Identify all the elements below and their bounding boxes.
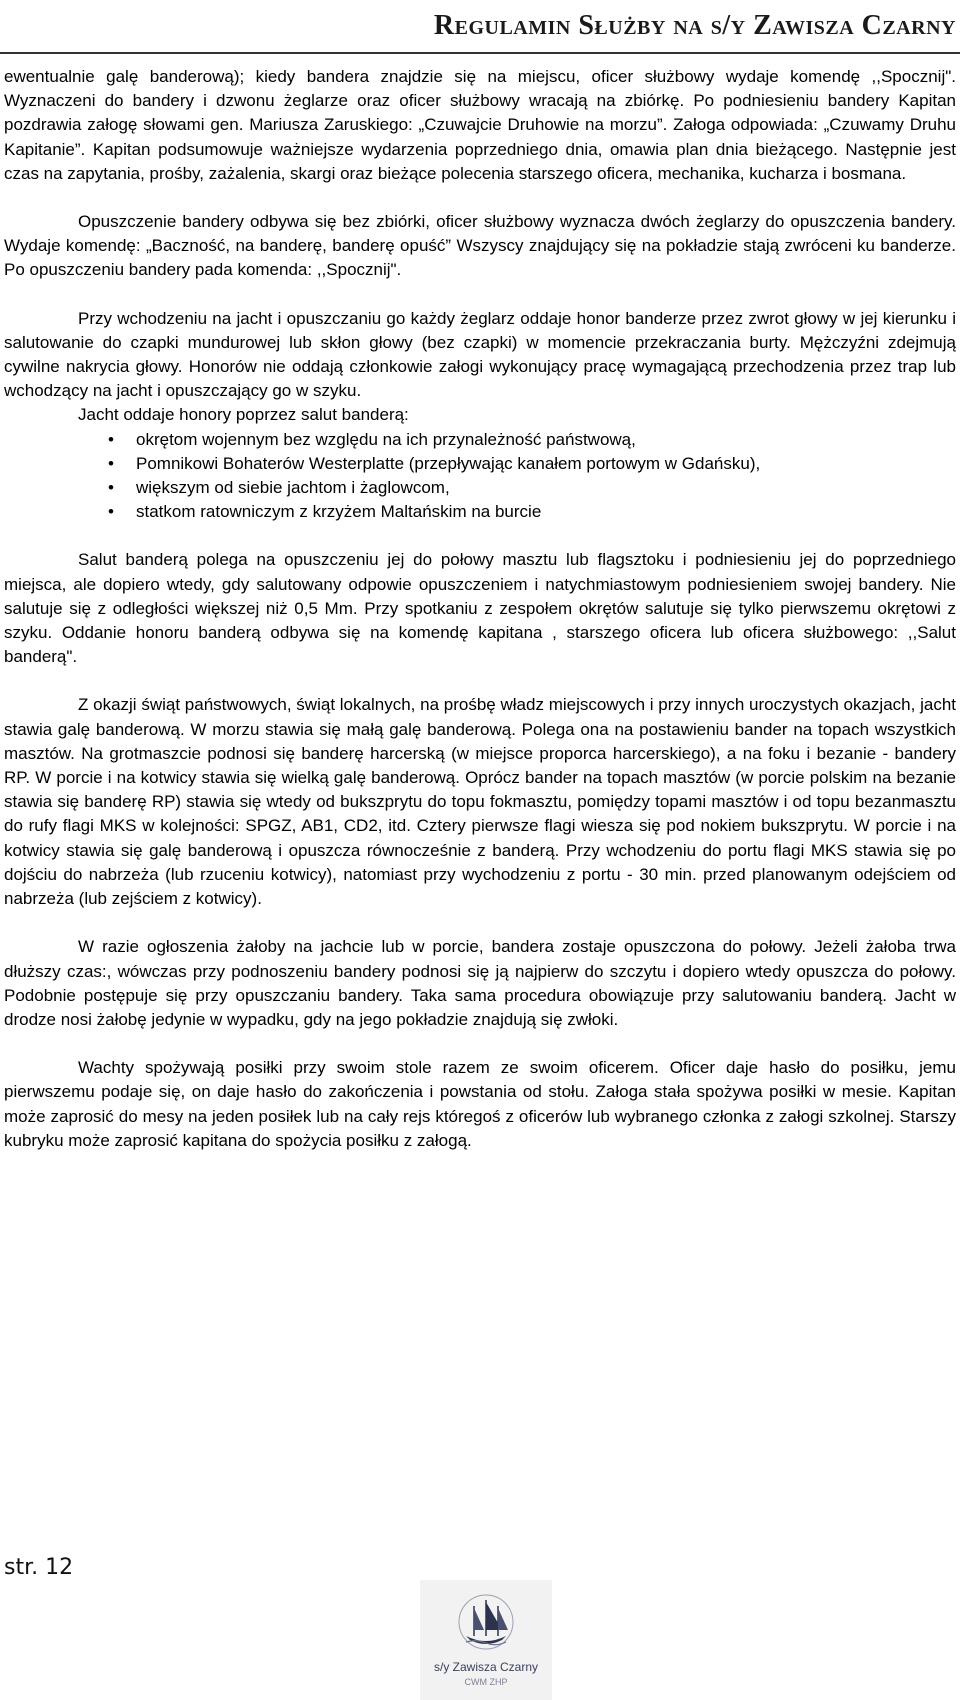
salute-list (4, 428, 956, 525)
footer-logo (420, 1580, 552, 1700)
logo-name: s/y Zawisza Czarny (433, 1660, 539, 1674)
page-number: str. 12 (4, 1555, 74, 1580)
page-body (4, 65, 956, 1153)
list-item: • większym od siebie jachtom i żaglowcom, (136, 476, 956, 500)
paragraph-mourning: W razie ogłoszenia żałoby na jachcie lub w porcie, bandera zostaje opuszczona do połowy. Jeżeli żałoba trwa dłuższy czas:, wówczas przy podnoszeniu bandery podnosi się ją najpierw do szczytu i dopiero wtedy opuszcza do połowy. Podobnie postępuje się przy opuszczaniu bandery. Taka sama procedura obowiązuje przy salutowaniu banderą. Jacht w drodze nosi żałobę jedynie w wypadku, gdy na jego pokładzie znajdują się zwłoki. (4, 937, 956, 1029)
list-item: • statkom ratowniczym z krzyżem Maltańskim na burcie (136, 500, 956, 524)
list-item: • okrętom wojennym bez względu na ich przynależność państwową, (136, 428, 956, 452)
paragraph-flag-lowering: Opuszczenie bandery odbywa się bez zbiórki, oficer służbowy wyznacza dwóch żeglarzy do opuszczenia bandery. Wydaje komendę: „Baczność, na banderę, banderę opuść” Wszyscy znajdujący się na pokładzie stają zwróceni ku banderze. Po opuszczeniu bandery pada komenda: ,,Spocznij". (4, 212, 956, 280)
paragraph-flag-salute: Salut banderą polega na opuszczeniu jej do połowy masztu lub flagsztoku i podniesieniu jej do poprzedniego miejsca, ale dopiero wtedy, gdy salutowany odpowie opuszczeniem i natychmiastowym podniesieniem swojej bandery. Nie salutuje się z odległości większej niż 0,5 Mm. Przy spotkaniu z zespołem okrętów salutuje się tylko pierwszemu okrętowi z szyku. Oddanie honoru banderą odbywa się na komendę kapitana , starszego oficera lub oficera służbowego: ,,Salut banderą". (4, 550, 956, 667)
paragraph-morning-flag: ewentualnie galę banderową); kiedy bandera znajdzie się na miejscu, oficer służbowy wydaje komendę ,,Spocznij". Wyznaczeni do bandery i dzwonu żeglarze oraz oficer służbowy wracają na zbiórkę. Po podniesieniu bandery Kapitan pozdrawia załogę słowami gen. Mariusza Zaruskiego: „Czuwajcie Druhowie na morzu”. Załoga odpowiada: „Czuwamy Druhu Kapitanie”. Kapitan podsumowuje ważniejsze wydarzenia poprzedniego dnia, omawia plan dnia bieżącego. Następnie jest czas na zapytania, prośby, zażalenia, skargi oraz bieżące polecenia starszego oficera, mechanika, kucharza i bosmana. (4, 67, 956, 183)
logo-subtitle: CWM ZHP (464, 1677, 508, 1687)
paragraph-dress-flags: Z okazji świąt państwowych, świąt lokalnych, na prośbę władz miejscowych i przy innych uroczystych okazjach, jacht stawia galę banderową. W morzu stawia się małą galę banderową. Polega ona na postawieniu bander na topach wszystkich masztów. Na grotmaszcie podnosi się banderę harcerską (w miejsce proporca harcerskiego), a na foku i bezanie - bandery RP. W porcie i na kotwicy stawia się wielką galę banderową. Oprócz bander na topach masztów (w porcie polskim na bezanie stawia się banderę RP) stawia się wtedy od bukszprytu do topu fokmasztu, pomiędzy topami masztów i od topu bezanmasztu do rufy flagi MKS w kolejności: SPGZ, AB1, CD2, itd. Cztery pierwsze flagi wiesza się pod nokiem bukszprytu. W porcie i na kotwicy stawia się galę banderową i opuszcza równocześnie z banderą. Przy wchodzeniu do portu flagi MKS stawia się po dojściu do nabrzeża (lub rzuceniu kotwicy), natomiast przy wychodzeniu z portu - 30 min. przed planowanym odejściem od nabrzeża (lub zejściem z kotwicy). (4, 695, 956, 909)
running-header-title: Regulamin Służby na s/y Zawisza Czarny (433, 10, 956, 41)
paragraph-meals: Wachty spożywają posiłki przy swoim stole razem ze swoim oficerem. Oficer daje hasło do posiłku, jemu pierwszemu podaje się, on daje hasło do zakończenia i powstania od stołu. Załoga stała spożywa posiłki w mesie. Kapitan może zaprosić do mesy na jeden posiłek lub na cały rejs któregoś z oficerów lub wybranego członka z załogi szkolnej. Starszy kubryku może zaprosić kapitana do spożycia posiłku z załogą. (4, 1058, 956, 1150)
sailing-ship-icon (456, 1592, 516, 1652)
header-rule (0, 52, 960, 54)
paragraph-boarding-honors: Przy wchodzeniu na jacht i opuszczaniu go każdy żeglarz oddaje honor banderze przez zwrot głowy w jej kierunku i salutowanie do czapki mundurowej lub skłon głowy (bez czapki) w momencie przekraczania burty. Mężczyźni zdejmują cywilne nakrycia głowy. Honorów nie oddają członkowie załogi wykonujący pracę wymagającą przechodzenia przez trap lub wchodzący na jacht i opuszczający go w szyku. (4, 308, 956, 401)
list-lead: Jacht oddaje honory poprzez salut banderą: (78, 405, 409, 425)
list-item: • Pomnikowi Bohaterów Westerplatte (przepływając kanałem portowym w Gdańsku), (136, 452, 956, 476)
